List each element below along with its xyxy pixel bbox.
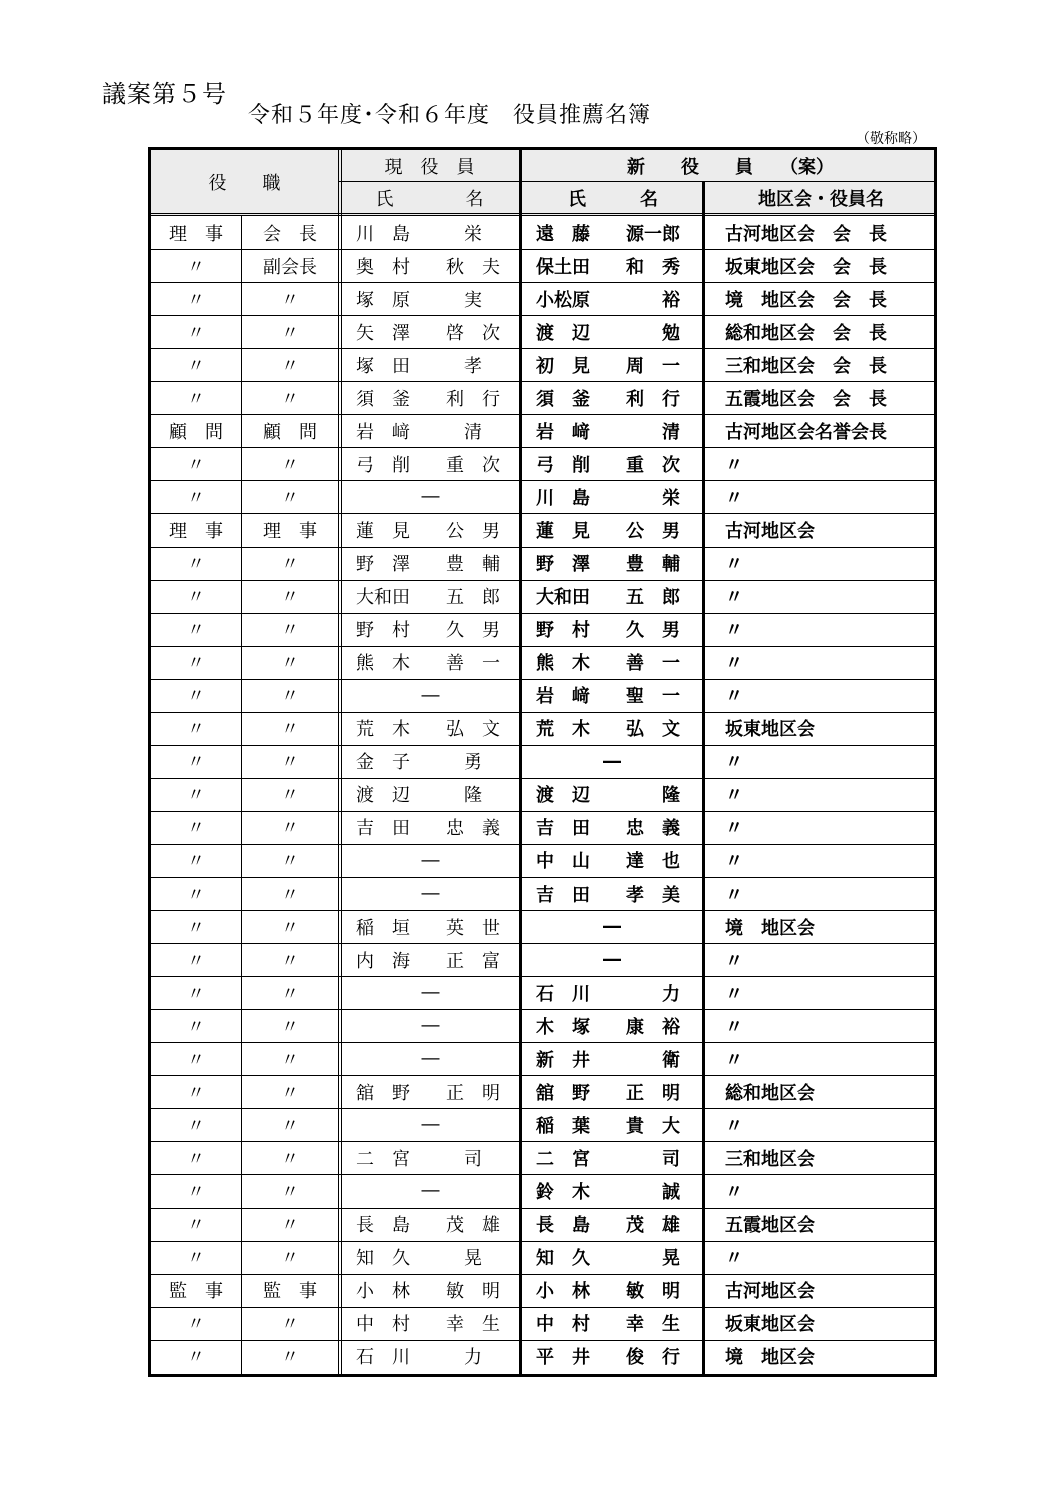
row-role: 〃 [281,1148,299,1170]
row-position-category: 〃 [187,1016,205,1038]
row-new-name: 岩 﨑 聖 一 [536,686,680,708]
row-role: 〃 [281,1016,299,1038]
row-new-region: 〃 [725,983,743,1005]
row-new-region: 古河地区会名誉会長 [725,421,887,443]
honorific-note: （敬称略） [856,131,926,147]
row-current-name: 岩 﨑 清 [356,421,482,443]
column-divider [519,150,522,1374]
row-position-category: 〃 [187,620,205,642]
row-position-category: 〃 [187,1215,205,1237]
row-position-category: 〃 [187,1049,205,1071]
row-divider [151,580,934,581]
header-position: 役 職 [208,172,281,194]
row-current-name: ― [421,1048,440,1070]
row-divider [151,282,934,283]
row-divider [151,976,934,977]
row-divider [151,1108,934,1109]
row-divider [151,513,934,514]
row-role: 〃 [281,1215,299,1237]
row-current-name: 川 島 栄 [356,223,482,245]
row-position-category: 〃 [187,1115,205,1137]
row-new-name: 知 久 晃 [536,1248,680,1270]
row-new-region: 〃 [725,818,743,840]
row-divider [151,315,934,316]
row-new-region: 古河地区会 会 長 [725,223,887,245]
row-current-name: 野 村 久 男 [356,620,500,642]
row-new-name: 中 村 幸 生 [536,1314,680,1336]
row-role: 〃 [281,686,299,708]
row-new-region: 三和地区会 [725,1148,815,1170]
row-divider [151,1141,934,1142]
row-role: 〃 [281,653,299,675]
row-current-name: ― [421,849,440,871]
row-role: 〃 [281,1082,299,1104]
row-new-region: 古河地区会 [725,1281,815,1303]
row-new-name: 小 林 敏 明 [536,1281,680,1303]
row-new-name: 二 宮 司 [536,1148,680,1170]
row-current-name: 舘 野 正 明 [356,1082,500,1104]
row-current-name: 知 久 晃 [356,1248,482,1270]
row-current-name: ― [421,1180,440,1202]
row-position-category: 〃 [187,256,205,278]
row-role: 〃 [281,752,299,774]
header-divider [339,181,934,182]
row-role: 〃 [281,289,299,311]
row-divider [151,1009,934,1010]
row-current-name: 小 林 敏 明 [356,1281,500,1303]
row-divider [151,1340,934,1341]
row-divider [151,1274,934,1275]
row-new-name: ― [603,949,621,971]
row-new-name: 渡 辺 隆 [536,785,680,807]
row-new-region: 〃 [725,1049,743,1071]
row-role: 〃 [281,487,299,509]
row-role: 〃 [281,388,299,410]
row-position-category: 監 事 [169,1281,223,1303]
row-divider [151,679,934,680]
row-divider [151,348,934,349]
row-current-name: 蓮 見 公 男 [356,520,500,542]
row-position-category: 〃 [187,587,205,609]
row-position-category: 〃 [187,1347,205,1369]
row-new-name: 荒 木 弘 文 [536,719,680,741]
row-divider [151,547,934,548]
row-position-category: 〃 [187,388,205,410]
row-new-region: 〃 [725,454,743,476]
row-divider [151,877,934,878]
row-new-region: 〃 [725,587,743,609]
row-new-region: 〃 [725,1115,743,1137]
row-role: 副会長 [263,256,317,278]
row-divider [151,1241,934,1242]
row-new-region: 〃 [725,487,743,509]
column-divider [241,216,242,1374]
row-current-name: 熊 木 善 一 [356,653,500,675]
row-new-region: 坂東地区会 [725,1314,815,1336]
row-new-name: 須 釜 利 行 [536,388,680,410]
row-new-region: 総和地区会 会 長 [725,322,887,344]
row-role: 〃 [281,785,299,807]
row-position-category: 〃 [187,752,205,774]
row-current-name: 渡 辺 隆 [356,785,482,807]
row-divider [151,811,934,812]
row-new-name: 野 澤 豊 輔 [536,554,680,576]
table-header [151,150,934,216]
row-new-region: 〃 [725,554,743,576]
row-new-name: 渡 辺 勉 [536,322,680,344]
row-role: 〃 [281,983,299,1005]
row-current-name: 稲 垣 英 世 [356,917,500,939]
row-new-name: 蓮 見 公 男 [536,520,680,542]
header-current-name: 氏 名 [375,189,484,210]
row-current-name: ― [421,1114,440,1136]
row-divider [151,1208,934,1209]
row-new-name: 石 川 力 [536,983,680,1005]
row-new-name: 保土田 和 秀 [536,256,680,278]
header-new-region: 地区会・役員名 [758,189,884,210]
row-new-name: 初 見 周 一 [536,355,680,377]
row-divider [151,381,934,382]
row-position-category: 〃 [187,884,205,906]
row-new-name: 岩 﨑 清 [536,421,680,443]
row-new-name: 大和田 五 郎 [536,587,680,609]
row-new-name: 吉 田 孝 美 [536,884,680,906]
row-new-region: 〃 [725,851,743,873]
row-current-name: 弓 削 重 次 [356,454,500,476]
row-position-category: 〃 [187,983,205,1005]
row-new-region: 坂東地区会 会 長 [725,256,887,278]
row-divider [151,646,934,647]
row-new-region: 境 地区会 会 長 [725,289,887,311]
row-role: 〃 [281,1115,299,1137]
header-new-group: 新 役 員 （案） [627,156,834,178]
row-current-name: 塚 田 孝 [356,355,482,377]
row-role: 〃 [281,322,299,344]
row-new-region: 〃 [725,1248,743,1270]
row-position-category: 顧 問 [169,421,223,443]
row-position-category: 〃 [187,653,205,675]
row-role: 〃 [281,917,299,939]
row-current-name: ― [421,883,440,905]
row-current-name: 金 子 勇 [356,752,482,774]
row-new-name: 小松原 裕 [536,289,680,311]
row-role: 〃 [281,851,299,873]
row-current-name: ― [421,982,440,1004]
row-position-category: 〃 [187,1248,205,1270]
row-new-region: 〃 [725,1016,743,1038]
row-current-name: 大和田 五 郎 [356,587,500,609]
row-divider [151,712,934,713]
row-new-region: 〃 [725,950,743,972]
row-position-category: 〃 [187,851,205,873]
row-current-name: 須 釜 利 行 [356,388,500,410]
row-divider [151,943,934,944]
row-divider [151,745,934,746]
row-divider [151,1075,934,1076]
row-current-name: 荒 木 弘 文 [356,719,500,741]
row-divider [151,414,934,415]
row-role: 〃 [281,719,299,741]
row-position-category: 〃 [187,1148,205,1170]
row-new-name: 舘 野 正 明 [536,1082,680,1104]
row-new-region: 五霞地区会 会 長 [725,388,887,410]
row-current-name: 長 島 茂 雄 [356,1215,500,1237]
row-new-region: 総和地区会 [725,1082,815,1104]
row-new-name: 新 井 衛 [536,1049,680,1071]
row-position-category: 〃 [187,322,205,344]
row-new-region: 坂東地区会 [725,719,815,741]
officer-table [148,147,937,1377]
column-divider [702,181,705,1374]
row-position-category: 理 事 [169,520,223,542]
row-position-category: 〃 [187,289,205,311]
row-position-category: 〃 [187,818,205,840]
row-new-region: 〃 [725,752,743,774]
row-role: 〃 [281,884,299,906]
row-divider [151,1307,934,1308]
row-position-category: 〃 [187,554,205,576]
row-current-name: ― [421,684,440,706]
row-current-name: 吉 田 忠 義 [356,818,500,840]
row-new-region: 〃 [725,884,743,906]
row-new-region: 〃 [725,1181,743,1203]
row-new-name: 平 井 俊 行 [536,1347,680,1369]
row-divider [151,249,934,250]
row-position-category: 〃 [187,355,205,377]
row-divider [151,778,934,779]
row-role: 監 事 [263,1281,317,1303]
header-current-group: 現 役 員 [384,156,475,178]
row-role: 〃 [281,1181,299,1203]
row-current-name: 矢 澤 啓 次 [356,322,500,344]
row-position-category: 〃 [187,487,205,509]
row-role: 〃 [281,1049,299,1071]
row-position-category: 〃 [187,785,205,807]
row-new-name: 吉 田 忠 義 [536,818,680,840]
row-current-name: 内 海 正 富 [356,950,500,972]
row-role: 〃 [281,554,299,576]
row-role: 〃 [281,1314,299,1336]
row-position-category: 〃 [187,1082,205,1104]
row-position-category: 〃 [187,686,205,708]
row-new-name: 稲 葉 貴 大 [536,1115,680,1137]
row-divider [151,480,934,481]
row-role: 〃 [281,355,299,377]
row-current-name: 奥 村 秋 夫 [356,256,500,278]
row-position-category: 〃 [187,950,205,972]
row-new-name: ― [603,916,621,938]
row-new-name: 長 島 茂 雄 [536,1215,680,1237]
row-new-region: 〃 [725,653,743,675]
row-current-name: ― [421,486,440,508]
row-new-region: 三和地区会 会 長 [725,355,887,377]
row-role: 顧 問 [263,421,317,443]
row-current-name: 中 村 幸 生 [356,1314,500,1336]
row-new-name: 鈴 木 誠 [536,1181,680,1203]
row-new-region: 境 地区会 [725,1347,815,1369]
row-divider [151,1042,934,1043]
document-title: 令和５年度･令和６年度 役員推薦名簿 [248,103,652,128]
row-current-name: 石 川 力 [356,1347,482,1369]
row-current-name: 二 宮 司 [356,1148,482,1170]
row-position-category: 理 事 [169,223,223,245]
row-position-category: 〃 [187,1314,205,1336]
row-position-category: 〃 [187,917,205,939]
row-new-region: 〃 [725,620,743,642]
row-new-name: 川 島 栄 [536,487,680,509]
row-divider [151,447,934,448]
row-position-category: 〃 [187,719,205,741]
row-position-category: 〃 [187,454,205,476]
row-new-region: 五霞地区会 [725,1215,815,1237]
row-new-name: 熊 木 善 一 [536,653,680,675]
row-current-name: ― [421,1015,440,1037]
column-divider [338,150,342,1374]
row-position-category: 〃 [187,1181,205,1203]
row-new-name: ― [603,750,621,772]
row-new-name: 遠 藤 源一郎 [536,223,680,245]
row-role: 会 長 [263,223,317,245]
row-divider [151,1174,934,1175]
agenda-number: 議案第５号 [102,80,227,108]
row-new-region: 〃 [725,686,743,708]
row-role: 〃 [281,587,299,609]
row-new-name: 弓 削 重 次 [536,454,680,476]
row-current-name: 塚 原 実 [356,289,482,311]
row-role: 〃 [281,1248,299,1270]
row-role: 〃 [281,950,299,972]
header-new-name: 氏 名 [568,189,658,210]
row-current-name: 野 澤 豊 輔 [356,554,500,576]
row-divider [151,844,934,845]
row-new-name: 中 山 達 也 [536,851,680,873]
row-role: 〃 [281,818,299,840]
row-new-name: 木 塚 康 裕 [536,1016,680,1038]
row-role: 〃 [281,454,299,476]
row-divider [151,613,934,614]
row-new-region: 古河地区会 [725,520,815,542]
row-divider [151,910,934,911]
row-new-region: 〃 [725,785,743,807]
row-role: 〃 [281,620,299,642]
row-new-region: 境 地区会 [725,917,815,939]
row-role: 〃 [281,1347,299,1369]
row-role: 理 事 [263,520,317,542]
row-new-name: 野 村 久 男 [536,620,680,642]
